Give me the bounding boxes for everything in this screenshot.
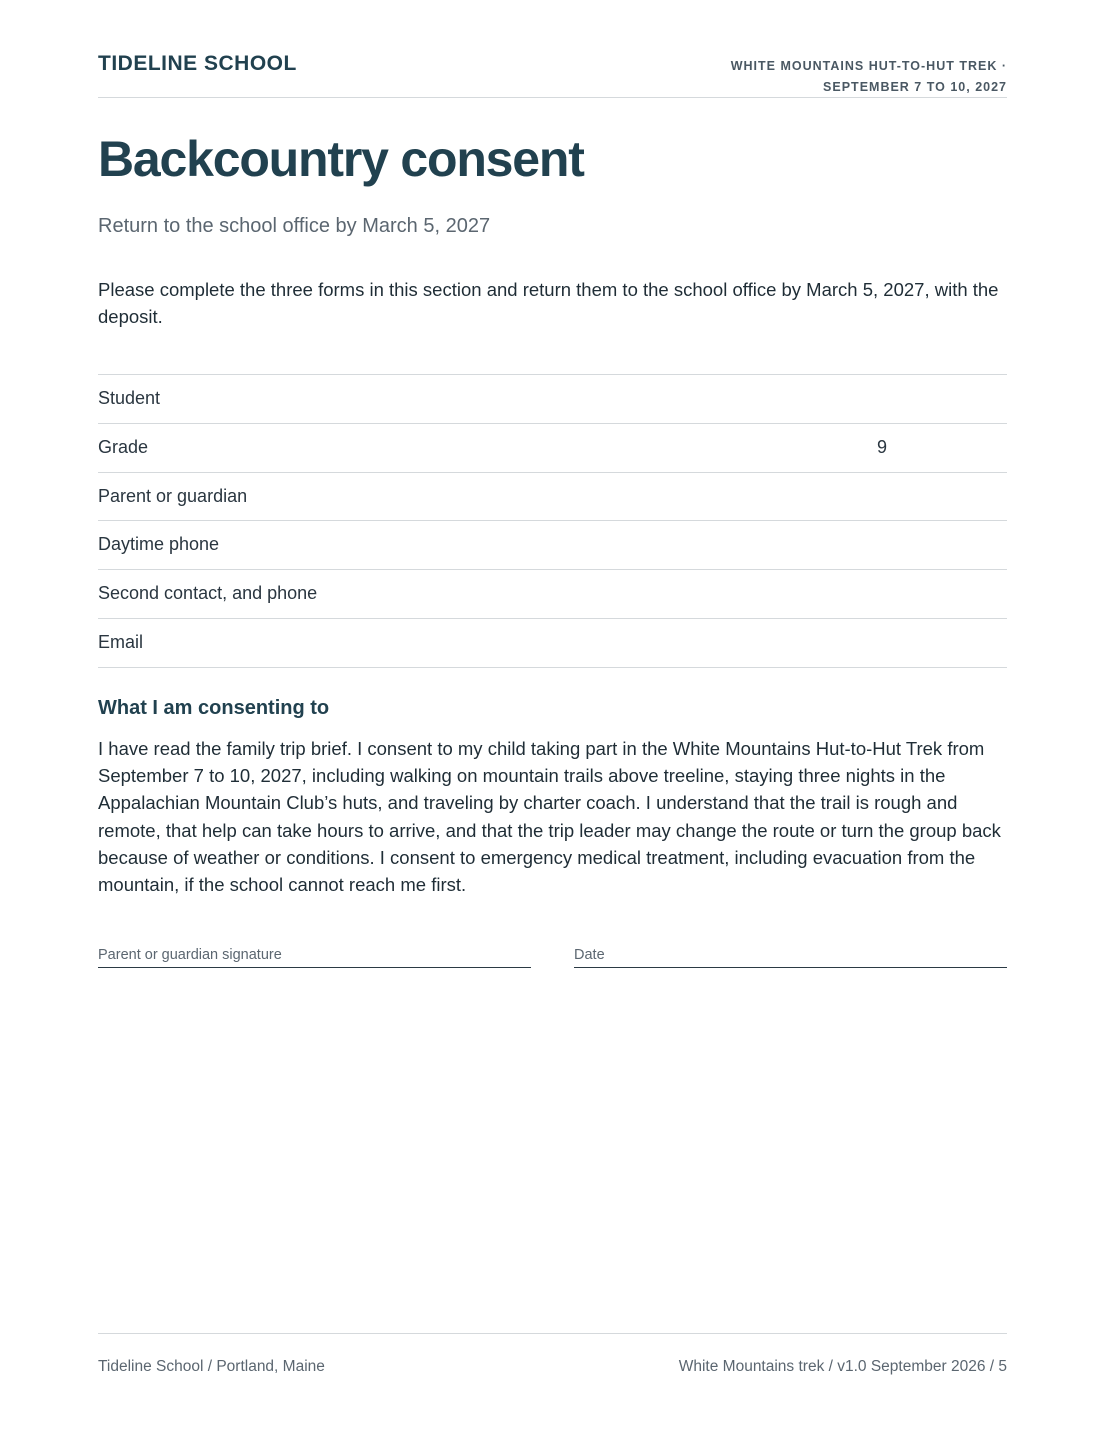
parent-signature-line[interactable] <box>98 944 531 968</box>
field-label: Student <box>98 388 161 408</box>
trip-meta <box>731 56 1007 98</box>
consent-heading: What I am consenting to <box>98 697 330 719</box>
trip-dates: SEPTEMBER 7 TO 10, 2027 <box>823 80 1007 94</box>
field-row-parent-guardian[interactable] <box>98 473 1007 522</box>
consent-statement: I have read the family trip brief. I consent to my child taking part in the White Mountains Hut-to-Hut Trek from September 7 to 10, 2027, including walking on mountain trails above treeline, staying three nights in the Appalachian Mountain Club’s huts, and traveling by charter coach. I understand that the trail is rough and remote, that help can take hours to arrive, and that the trip leader may change the route or turn the group back because of weather or conditions. I consent to emergency medical treatment, including evacuation from the mountain, if the school cannot reach me first. <box>98 738 1001 896</box>
date-signature-line[interactable] <box>574 944 1007 968</box>
field-label: Parent or guardian <box>98 485 248 506</box>
contact-fields-table <box>98 374 1007 668</box>
intro-paragraph: Please complete the three forms in this section and return them to the school office by March 5, 2027, with the deposit. <box>98 279 999 327</box>
field-value[interactable]: 9 <box>877 436 888 457</box>
field-row-grade[interactable] <box>98 424 1007 473</box>
page-title: Backcountry consent <box>98 131 584 187</box>
school-brand: TIDELINE SCHOOL <box>98 52 297 75</box>
field-row-daytime-phone[interactable] <box>98 521 1007 570</box>
page-header <box>98 0 1007 98</box>
signature-label: Parent or guardian signature <box>98 947 282 963</box>
field-label: Daytime phone <box>98 534 220 555</box>
trip-name: WHITE MOUNTAINS HUT-TO-HUT TREK · <box>730 59 1007 73</box>
field-row-second-contact[interactable] <box>98 570 1007 619</box>
date-label: Date <box>574 947 605 963</box>
footer-school: Tideline School / Portland, Maine <box>98 1358 325 1375</box>
consent-form-page <box>98 0 1007 1430</box>
field-row-student[interactable] <box>98 375 1007 424</box>
page-subtitle: Return to the school office by March 5, 2027 <box>98 215 491 237</box>
field-label: Grade <box>98 436 149 457</box>
footer-page-info: White Mountains trek / v1.0 September 2026 / 5 <box>678 1358 1007 1375</box>
field-label: Second contact, and phone <box>98 583 318 604</box>
field-row-email[interactable] <box>98 619 1007 668</box>
page-footer <box>98 1333 1007 1384</box>
field-label: Email <box>98 631 144 652</box>
